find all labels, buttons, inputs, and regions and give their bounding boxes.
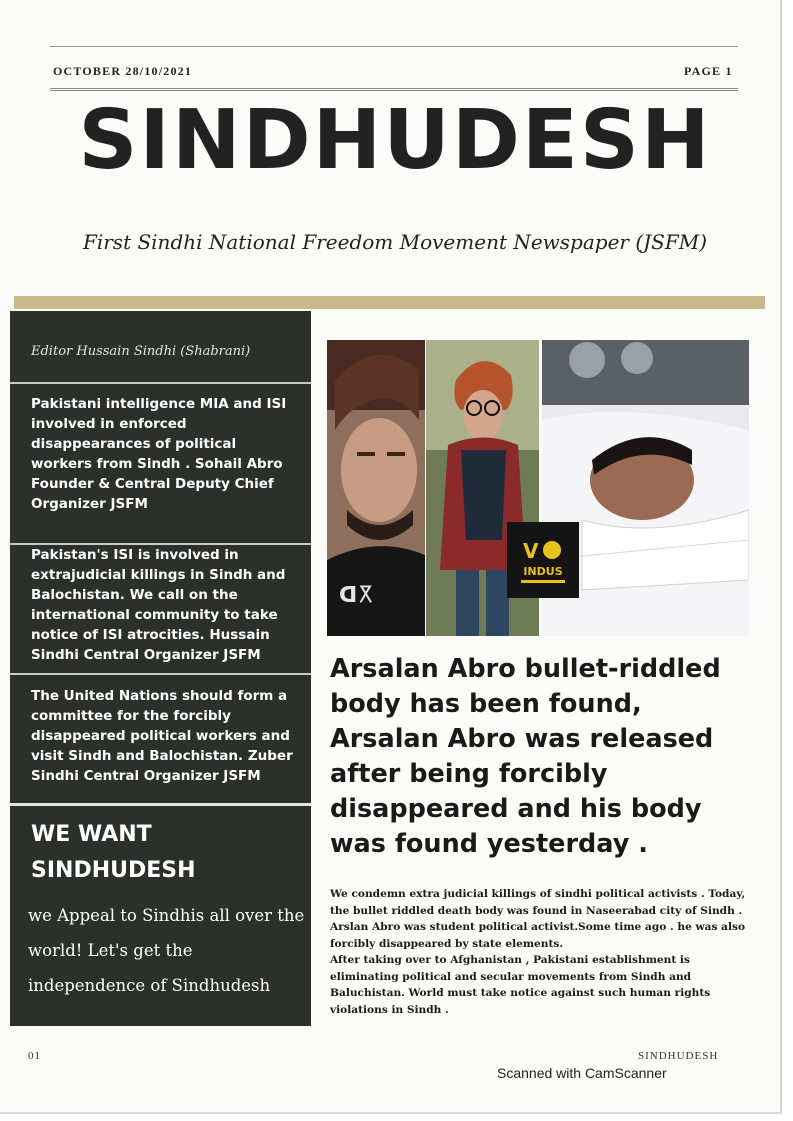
issue-date: OCTOBER 28/10/2021 (53, 64, 193, 78)
article-body (330, 886, 750, 1018)
news-box-text: Pakistan's ISI is involved in extrajudicial killings in Sindh and Balochistan. We call on the international community to take notice of ISI atrocities. Hussain Sindhi Central Organizer JSFM (31, 547, 286, 663)
top-rule (50, 46, 738, 47)
footer-page-number: 01 (28, 1050, 41, 1062)
slogan-line-2: SINDHUDESH (31, 858, 196, 883)
photo-collage (327, 340, 749, 636)
gold-divider (14, 296, 765, 309)
svg-text:V: V (523, 539, 539, 563)
masthead-title: SINDHUDESH (78, 93, 712, 188)
news-box-text: Pakistani intelligence MIA and ISI involved in enforced disappearances of political workers from Sindh . Sohail Abro Founder & Central Deputy Chief Organizer JSFM (31, 396, 287, 512)
sidebar (10, 311, 311, 1026)
news-box-1 (10, 384, 311, 544)
editor-box (10, 311, 311, 381)
indus-logo (507, 522, 579, 598)
svg-text:ᗡ꓃: ᗡ꓃ (339, 583, 375, 608)
article-headline: Arsalan Abro bullet-riddled body has been found, Arsalan Abro was released after being forcibly disappeared and his body was found yesterday . (330, 654, 721, 859)
slogan-box (10, 807, 311, 1026)
page-number: PAGE 1 (684, 64, 733, 78)
scanner-watermark: Scanned with CamScanner (497, 1065, 667, 1081)
box-divider (10, 803, 311, 806)
news-box-3 (10, 675, 311, 801)
tagline: First Sindhi National Freedom Movement Newspaper (JSFM) (82, 230, 708, 254)
footer-paper-name: SINDHUDESH (638, 1050, 719, 1062)
appeal-text: we Appeal to Sindhis all over the world! Let's get the independence of Sindhudesh (28, 906, 305, 995)
indus-logo-text: INDUS (523, 565, 563, 578)
article-paragraph: After taking over to Afghanistan , Pakistani establishment is eliminating political and secular movements from Sindh and Baluchistan. World must take notice against such human rights violations in Sindh . (330, 954, 711, 1016)
portrait-photo-1 (327, 340, 425, 636)
header-rule (50, 88, 738, 91)
news-box-2 (10, 545, 311, 671)
article-paragraph: We condemn extra judicial killings of sindhi political activists . Today, the bullet riddled death body was found in Naseerabad city of Sindh . Arslan Abro was student political activist.Some time ago . he was also forcibly disappeared by state elements. (330, 888, 746, 950)
editor-credit: Editor Hussain Sindhi (Shabrani) (31, 344, 251, 359)
news-box-text: The United Nations should form a committee for the forcibly disappeared political workers and visit Sindh and Balochistan. Zuber Sindhi Central Organizer JSFM (31, 688, 293, 784)
slogan-line-1: WE WANT (31, 822, 152, 847)
